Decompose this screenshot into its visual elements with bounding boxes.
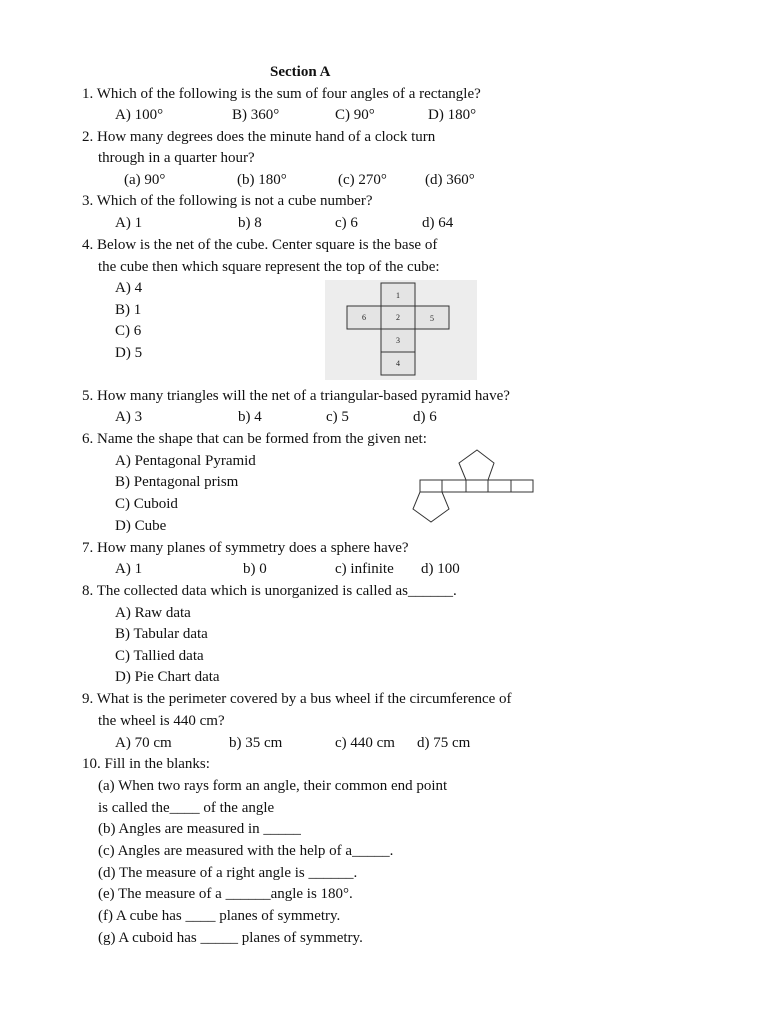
question-4-option-a: A) 4 <box>115 280 143 296</box>
net-pentagon-top <box>459 450 494 480</box>
question-1-option-b: B) 360° <box>232 107 280 123</box>
question-8-option-a: A) Raw data <box>115 605 191 621</box>
pentagonal-prism-net-diagram <box>410 445 540 527</box>
question-4-option-c: C) 6 <box>115 323 142 339</box>
question-7-text: 7. How many planes of symmetry does a sphere have? <box>82 540 409 556</box>
question-10-item-d: (d) The measure of a right angle is ______. <box>98 865 358 881</box>
net-label-center: 2 <box>396 313 400 322</box>
net-label-below: 3 <box>396 336 400 345</box>
question-6-text: 6. Name the shape that can be formed from the given net: <box>82 431 427 447</box>
question-4-option-d: D) 5 <box>115 345 143 361</box>
question-8-option-d: D) Pie Chart data <box>115 669 220 685</box>
question-5-option-a: A) 3 <box>115 409 143 425</box>
question-2-option-a: (a) 90° <box>124 172 166 188</box>
question-10-item-g: (g) A cuboid has _____ planes of symmetry. <box>98 930 363 946</box>
question-4-text-line-1: 4. Below is the net of the cube. Center square is the base of <box>82 237 438 253</box>
question-10-item-a-line-1: (a) When two rays form an angle, their common end point <box>98 778 448 794</box>
question-6-option-d: D) Cube <box>115 518 167 534</box>
question-3-option-b: b) 8 <box>238 215 262 231</box>
question-4-text-line-2: the cube then which square represent the top of the cube: <box>98 259 440 275</box>
question-6-option-b: B) Pentagonal prism <box>115 474 239 490</box>
question-9-text-line-1: 9. What is the perimeter covered by a bus wheel if the circumference of <box>82 691 512 707</box>
question-9-option-c: c) 440 cm <box>335 735 395 751</box>
question-3-option-a: A) 1 <box>115 215 143 231</box>
question-2-option-b: (b) 180° <box>237 172 287 188</box>
net-label-bottom: 4 <box>396 359 400 368</box>
question-6-option-a: A) Pentagonal Pyramid <box>115 453 256 469</box>
net-label-left: 6 <box>362 313 366 322</box>
question-10-item-c: (c) Angles are measured with the help of a_____. <box>98 843 394 859</box>
question-9-text-line-2: the wheel is 440 cm? <box>98 713 225 729</box>
question-2-text-line-1: 2. How many degrees does the minute hand of a clock turn <box>82 129 436 145</box>
question-7-option-a: A) 1 <box>115 561 143 577</box>
question-3-text: 3. Which of the following is not a cube number? <box>82 193 373 209</box>
question-5-option-d: d) 6 <box>413 409 437 425</box>
question-4-option-b: B) 1 <box>115 302 142 318</box>
question-9-option-b: b) 35 cm <box>229 735 283 751</box>
question-10-text: 10. Fill in the blanks: <box>82 756 210 772</box>
question-10-item-f: (f) A cube has ____ planes of symmetry. <box>98 908 341 924</box>
question-2-option-c: (c) 270° <box>338 172 387 188</box>
question-3-option-c: c) 6 <box>335 215 358 231</box>
question-5-option-c: c) 5 <box>326 409 349 425</box>
question-8-option-b: B) Tabular data <box>115 626 208 642</box>
net-face-1 <box>420 480 442 492</box>
question-5-text: 5. How many triangles will the net of a triangular-based pyramid have? <box>82 388 510 404</box>
net-label-top: 1 <box>396 291 400 300</box>
question-8-text: 8. The collected data which is unorganized is called as______. <box>82 583 457 599</box>
question-10-item-a-line-2: is called the____ of the angle <box>98 800 275 816</box>
net-pentagon-bottom <box>413 492 449 522</box>
question-9-option-a: A) 70 cm <box>115 735 172 751</box>
question-2-text-line-2: through in a quarter hour? <box>98 150 255 166</box>
question-1-option-d: D) 180° <box>428 107 477 123</box>
question-2-option-d: (d) 360° <box>425 172 475 188</box>
net-face-5 <box>511 480 533 492</box>
net-face-3 <box>466 480 488 492</box>
question-1-option-c: C) 90° <box>335 107 375 123</box>
question-8-option-c: C) Tallied data <box>115 648 204 664</box>
cube-net-diagram <box>325 280 477 380</box>
question-7-option-b: b) 0 <box>243 561 267 577</box>
net-face-2 <box>442 480 466 492</box>
section-title: Section A <box>270 64 331 80</box>
question-9-option-d: d) 75 cm <box>417 735 471 751</box>
question-1-text: 1. Which of the following is the sum of four angles of a rectangle? <box>82 86 481 102</box>
question-6-option-c: C) Cuboid <box>115 496 178 512</box>
question-7-option-c: c) infinite <box>335 561 394 577</box>
net-label-right: 5 <box>430 314 434 323</box>
question-10-item-e: (e) The measure of a ______angle is 180°. <box>98 886 353 902</box>
question-5-option-b: b) 4 <box>238 409 262 425</box>
net-face-4 <box>488 480 511 492</box>
question-7-option-d: d) 100 <box>421 561 460 577</box>
question-1-option-a: A) 100° <box>115 107 164 123</box>
question-10-item-b: (b) Angles are measured in _____ <box>98 821 301 837</box>
question-3-option-d: d) 64 <box>422 215 454 231</box>
